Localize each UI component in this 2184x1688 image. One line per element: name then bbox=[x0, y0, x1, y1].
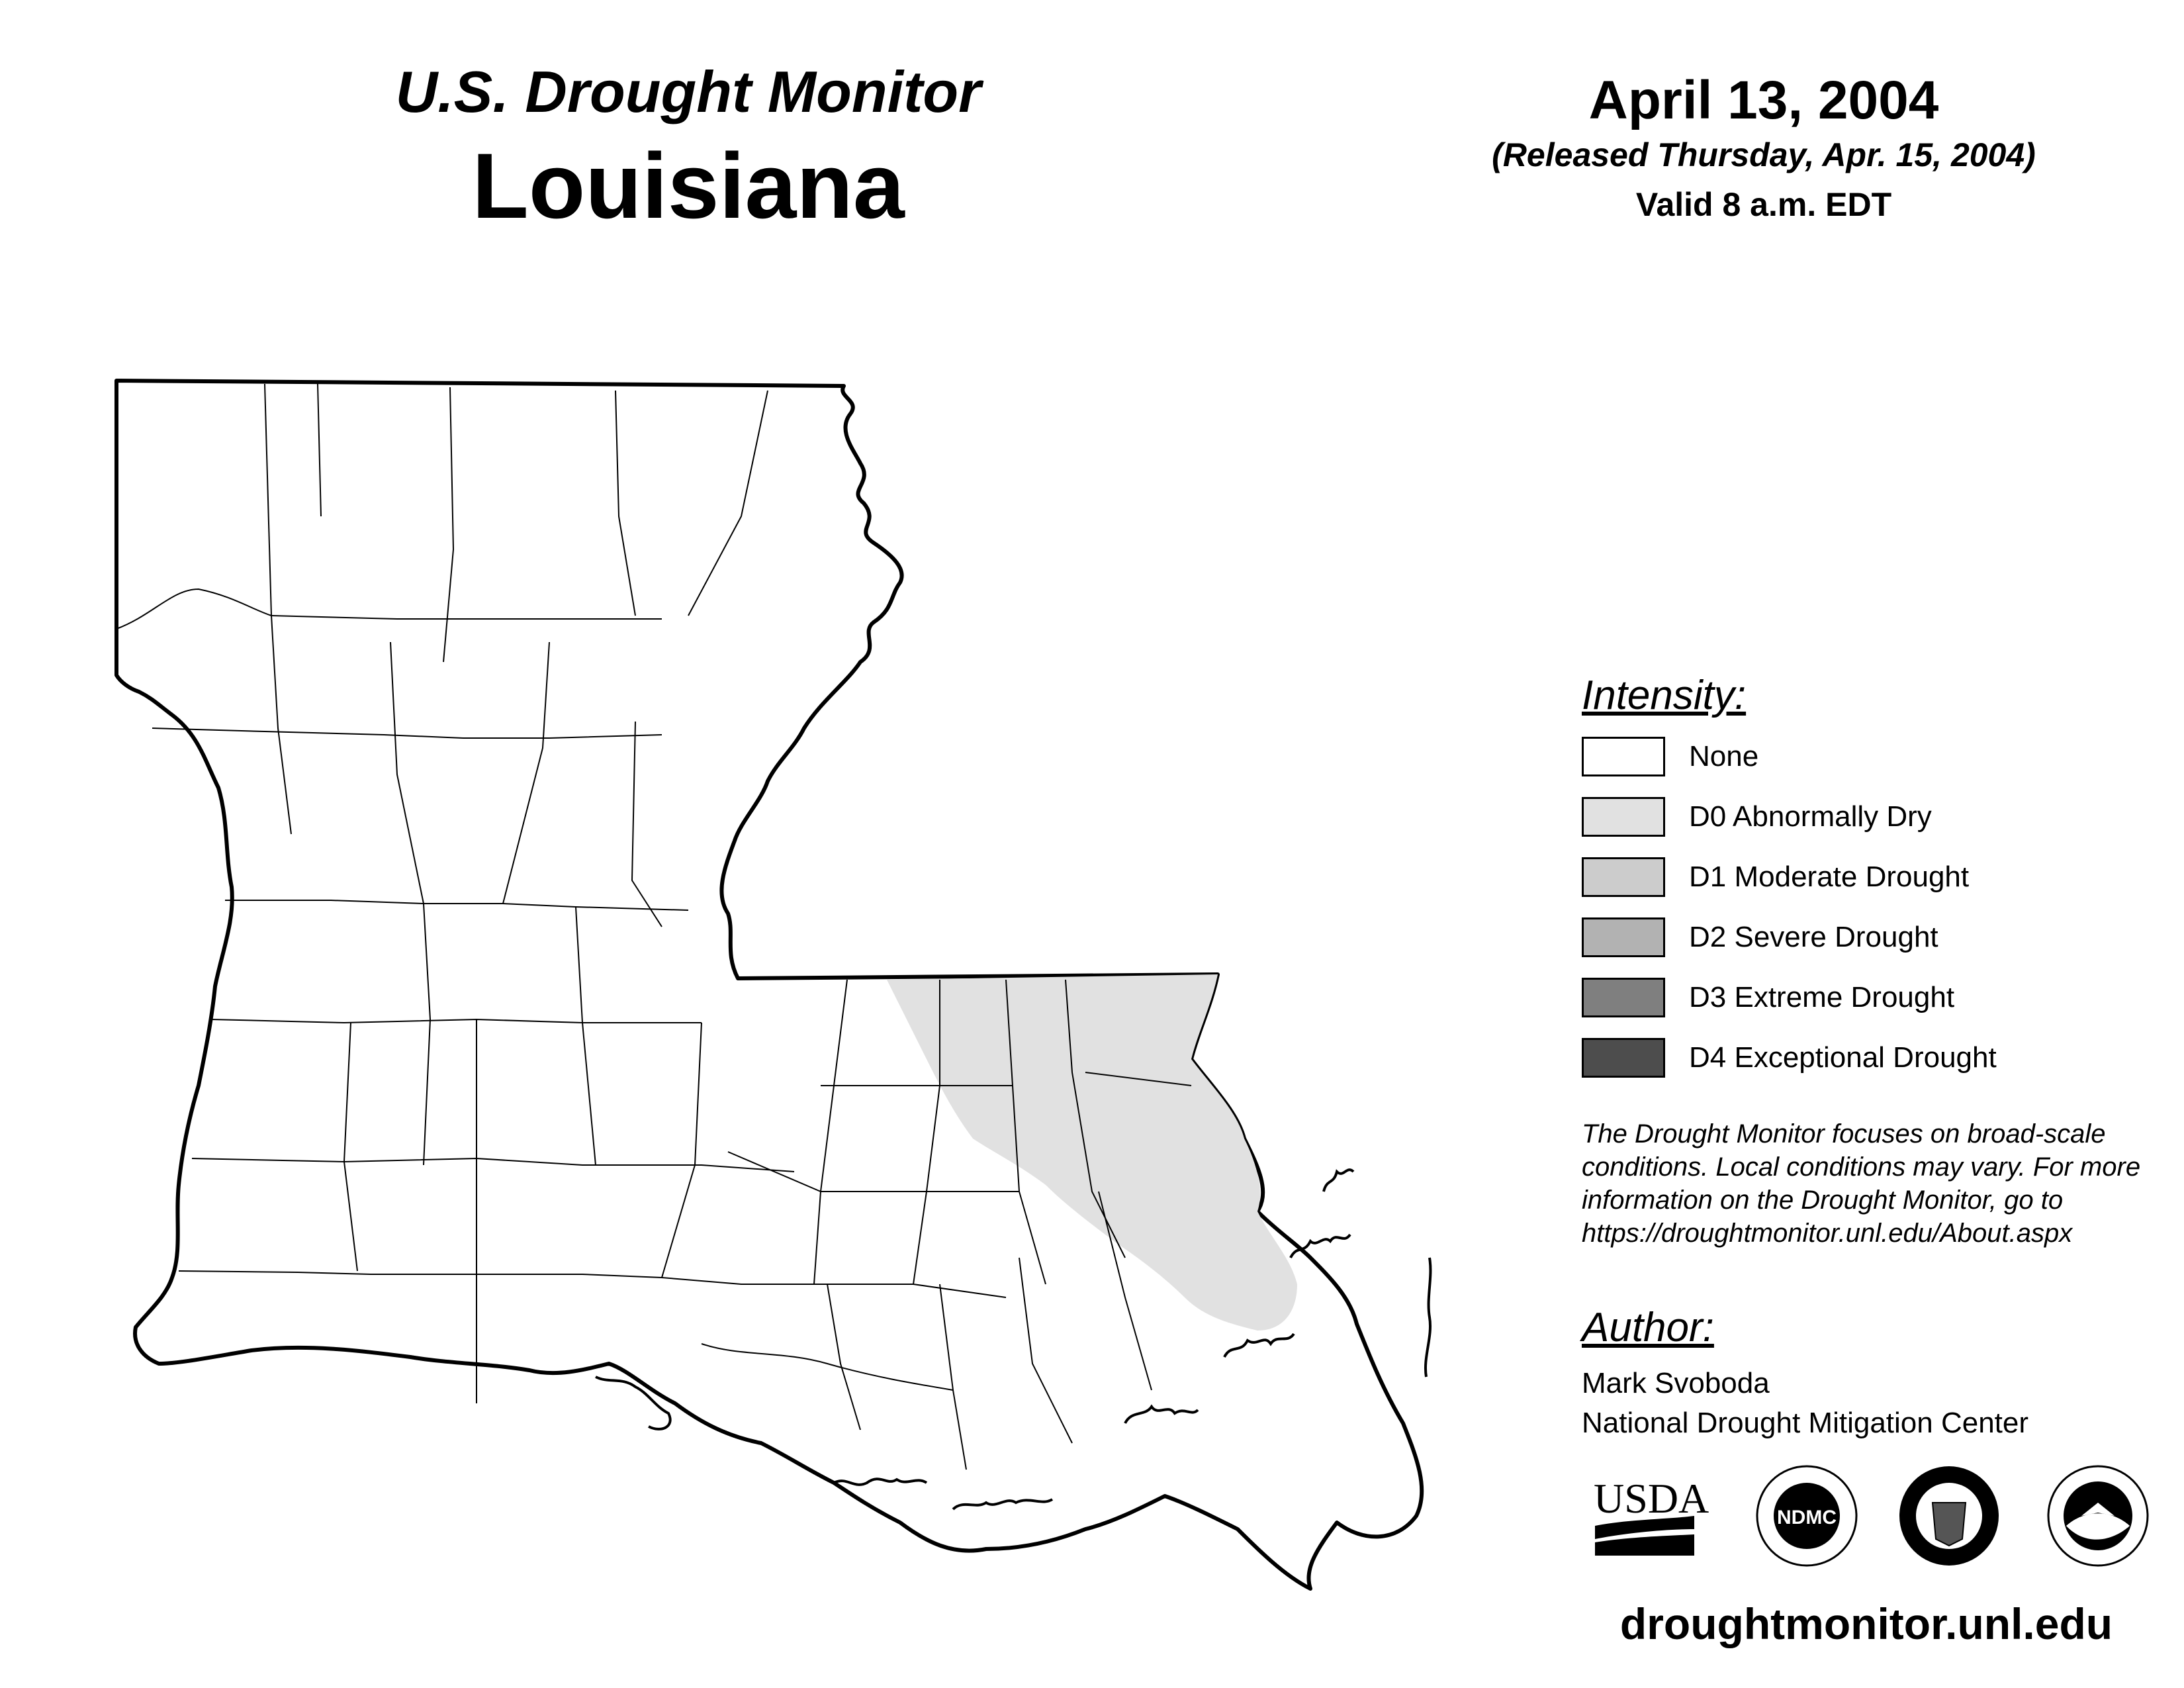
legend-swatch bbox=[1582, 1038, 1665, 1078]
disclaimer-note: The Drought Monitor focuses on broad-scale conditions. Local conditions may vary. For more information on the Drought Monitor, go to https://droughtmonitor.unl.edu/About.aspx bbox=[1582, 1119, 2141, 1248]
legend-label: D2 Severe Drought bbox=[1689, 921, 1938, 953]
map-title: U.S. Drought Monitor bbox=[395, 59, 981, 124]
legend-swatch bbox=[1582, 737, 1665, 776]
legend-label: D1 Moderate Drought bbox=[1689, 861, 1970, 893]
map-date: April 13, 2004 bbox=[1588, 70, 1939, 130]
noaa-logo bbox=[2048, 1466, 2148, 1566]
legend-item bbox=[1582, 735, 1758, 778]
website-url[interactable]: droughtmonitor.unl.edu bbox=[1619, 1599, 2113, 1648]
legend-item bbox=[1582, 976, 1954, 1019]
state-name: Louisiana bbox=[472, 134, 905, 238]
legend-item bbox=[1582, 915, 1938, 959]
louisiana-map bbox=[99, 357, 1476, 1615]
legend-item bbox=[1582, 855, 1969, 899]
legend-item bbox=[1582, 795, 1932, 839]
ndmc-logo bbox=[1757, 1466, 1856, 1566]
legend-title: Intensity: bbox=[1582, 673, 1747, 718]
author-organization: National Drought Mitigation Center bbox=[1582, 1407, 2029, 1439]
legend-item bbox=[1582, 1036, 1997, 1080]
author-name: Mark Svoboda bbox=[1582, 1367, 1770, 1399]
legend-swatch bbox=[1582, 797, 1665, 837]
svg-text:USDA: USDA bbox=[1594, 1475, 1709, 1522]
agency-logos bbox=[1588, 1463, 2158, 1569]
svg-text:NDMC: NDMC bbox=[1777, 1507, 1837, 1528]
valid-time: Valid 8 a.m. EDT bbox=[1635, 186, 1892, 223]
usda-logo bbox=[1594, 1475, 1709, 1556]
doc-seal bbox=[1899, 1466, 1999, 1566]
legend-swatch bbox=[1582, 857, 1665, 897]
legend-label: D3 Extreme Drought bbox=[1689, 981, 1955, 1013]
legend-swatch bbox=[1582, 917, 1665, 957]
author-heading: Author: bbox=[1582, 1305, 1714, 1350]
release-date: (Released Thursday, Apr. 15, 2004) bbox=[1492, 136, 2036, 173]
legend-swatch bbox=[1582, 978, 1665, 1017]
legend-label: None bbox=[1689, 740, 1759, 773]
legend-label: D0 Abnormally Dry bbox=[1689, 800, 1932, 833]
legend-label: D4 Exceptional Drought bbox=[1689, 1041, 1997, 1074]
state-outline bbox=[116, 381, 1422, 1589]
